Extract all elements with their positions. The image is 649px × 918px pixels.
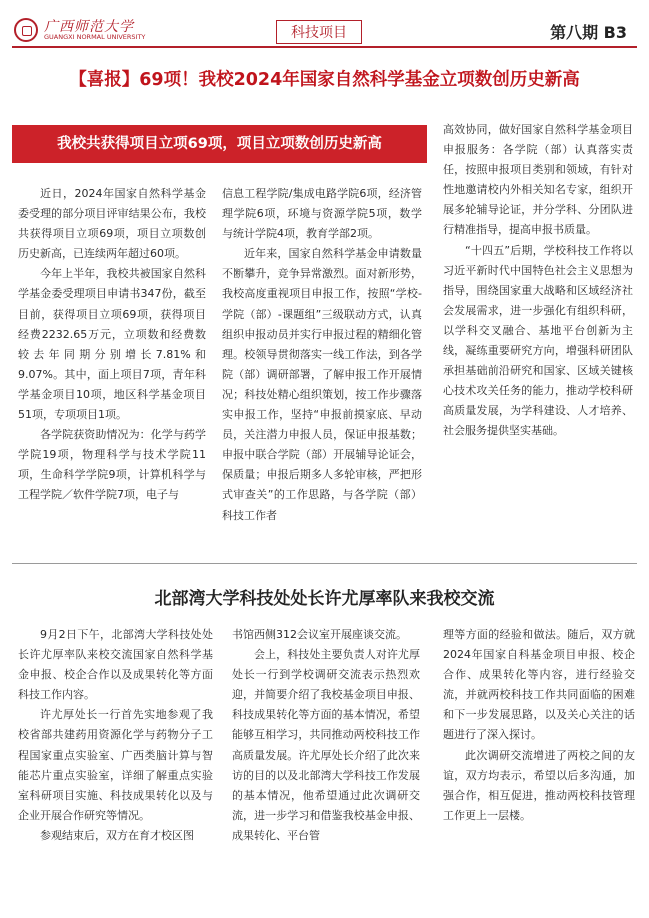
article-divider — [12, 563, 637, 564]
article2-paragraph: 此次调研交流增进了两校之间的友谊，双方均表示，希望以后多沟通，加强合作，相互促进，推动两校科技管理工作更上一层楼。 — [443, 748, 635, 822]
article1-paragraph-continued: 信息工程学院/集成电路学院6项，经济管理学院6项，环境与资源学院5项，数学与统计学院4项，教育学部2项。 — [222, 187, 422, 241]
university-logo — [14, 18, 164, 46]
article2-column-2 — [232, 625, 420, 846]
article1-column-3 — [443, 120, 633, 442]
university-seal-icon — [14, 18, 38, 42]
section-tab: 科技项目 — [276, 20, 362, 44]
article2-paragraph-continued: 书馆西侧312会议室开展座谈交流。 — [232, 628, 407, 641]
article2-paragraph: 会上，科技处主要负责人对许尤厚处长一行到学校调研交流表示热烈欢迎，并简要介绍了我校基金项目申报、科技成果转化等方面的基本情况，希望能够互相学习，共同推动两校科技工作高质量发展。许尤厚处长介绍了此次来访的目的以及北部湾大学科技工作发展的基本情况，他希望通过此次调研交流，进一步学习和借鉴我校基金申报、成果转化、平台管 — [232, 648, 420, 842]
article2-column-3 — [443, 625, 635, 826]
article1-paragraph-continued: 高效协同，做好国家自然科学基金项目申报服务：各学院（部）认真落实责任，按照申报项目类别和领域，有针对性地邀请校内外相关知名专家，组织开展多轮辅导论证，并分学科、分团队进行精准指导，提高申报书质量。 — [443, 123, 633, 237]
article2-paragraph: 参观结束后，双方在育才校区图 — [40, 828, 194, 842]
article2-column-1 — [18, 625, 213, 846]
article2-paragraph-continued: 理等方面的经验和做法。随后，双方就2024年国家自科基金项目申报、校企合作、成果转化等内容，进行经验交流，并就两校科技工作共同面临的困难和下一步发展思路，以及关心关注的话题进行了深入探讨。 — [443, 628, 635, 742]
page-header — [0, 0, 649, 50]
logo-subtext: GUANGXI NORMAL UNIVERSITY — [44, 33, 146, 41]
article1-banner: 我校共获得项目立项69项，项目立项数创历史新高 — [12, 125, 427, 163]
article1-paragraph: 近日，2024年国家自然科学基金委受理的部分项目评审结果公布，我校共获得项目立项69项，项目立项数创历史新高，已连续两年超过60项。 — [18, 187, 206, 261]
article1-headline: 【喜报】69项！我校2024年国家自然科学基金立项数创历史新高 — [69, 70, 580, 90]
article1-paragraph: “十四五”后期，学校科技工作将以习近平新时代中国特色社会主义思想为指导，围绕国家重大战略和区域经济社会发展需求，进一步强化有组织科研，以学科交叉融合、基地平台创新为主线，凝练重要研究方向，增强科研团队承担基础前沿研究和国家、区域关键核心技术攻关任务的能力，推动学校科研高质量发展，为学科建设、人才培养、社会服务提供坚实基础。 — [443, 243, 633, 438]
article2-headline: 北部湾大学科技处处长许尤厚率队来我校交流 — [154, 589, 495, 609]
logo-text: 广西师范大学 — [44, 19, 134, 35]
header-rule — [12, 46, 637, 48]
article1-paragraph: 各学院获资助情况为：化学与药学学院19项，物理科学与技术学院11项，生命科学学院9项，计算机科学与工程学院／软件学院7项，电子与 — [18, 428, 206, 502]
article1-paragraph: 近年来，国家自然科学基金申请数量不断攀升，竞争异常激烈。面对新形势，我校高度重视项目申报工作，按照“学校-学院（部）-课题组”三级联动方式，认真组织申报动员并实行申报过程的精细化管理。校领导贯彻落实一线工作法，到各学院（部）调研部署，了解申报工作开展情况；科技处精心组织策划，按工作步骤落实申报工作，坚持“申报前摸家底、早动员，关注潜力申报人员，保证申报基数；申报中联合学院（部）开展辅导论证会，保质量；申报后期多人多轮审核，严把形式审查关”的工作思路，与各学院（部）科技工作者 — [222, 247, 422, 522]
article1-column-1 — [18, 184, 206, 506]
article2-paragraph: 许尤厚处长一行首先实地参观了我校省部共建药用资源化学与药物分子工程国家重点实验室、广西类脑计算与智能芯片重点实验室，详细了解重点实验室科研项目实施、科技成果转化以及与企业开展合作研究等情况。 — [18, 708, 213, 822]
article2-paragraph: 9月2日下午，北部湾大学科技处处长许尤厚率队来校交流国家自然科学基金申报、校企合作以及成果转化等方面科技工作内容。 — [18, 628, 213, 702]
article1-paragraph: 今年上半年，我校共被国家自然科学基金委受理项目申请书347份，截至目前，获得项目立项69项，获得项目经费2232.65万元，立项数和经费数较去年同期分别增长7.81%和9.07%。其中，面上项目7项，青年科学基金项目10项，地区科学基金项目51项，专项项目1项。 — [18, 267, 206, 422]
article1-column-2 — [222, 184, 422, 526]
issue-number: 第八期 B3 — [550, 23, 627, 42]
